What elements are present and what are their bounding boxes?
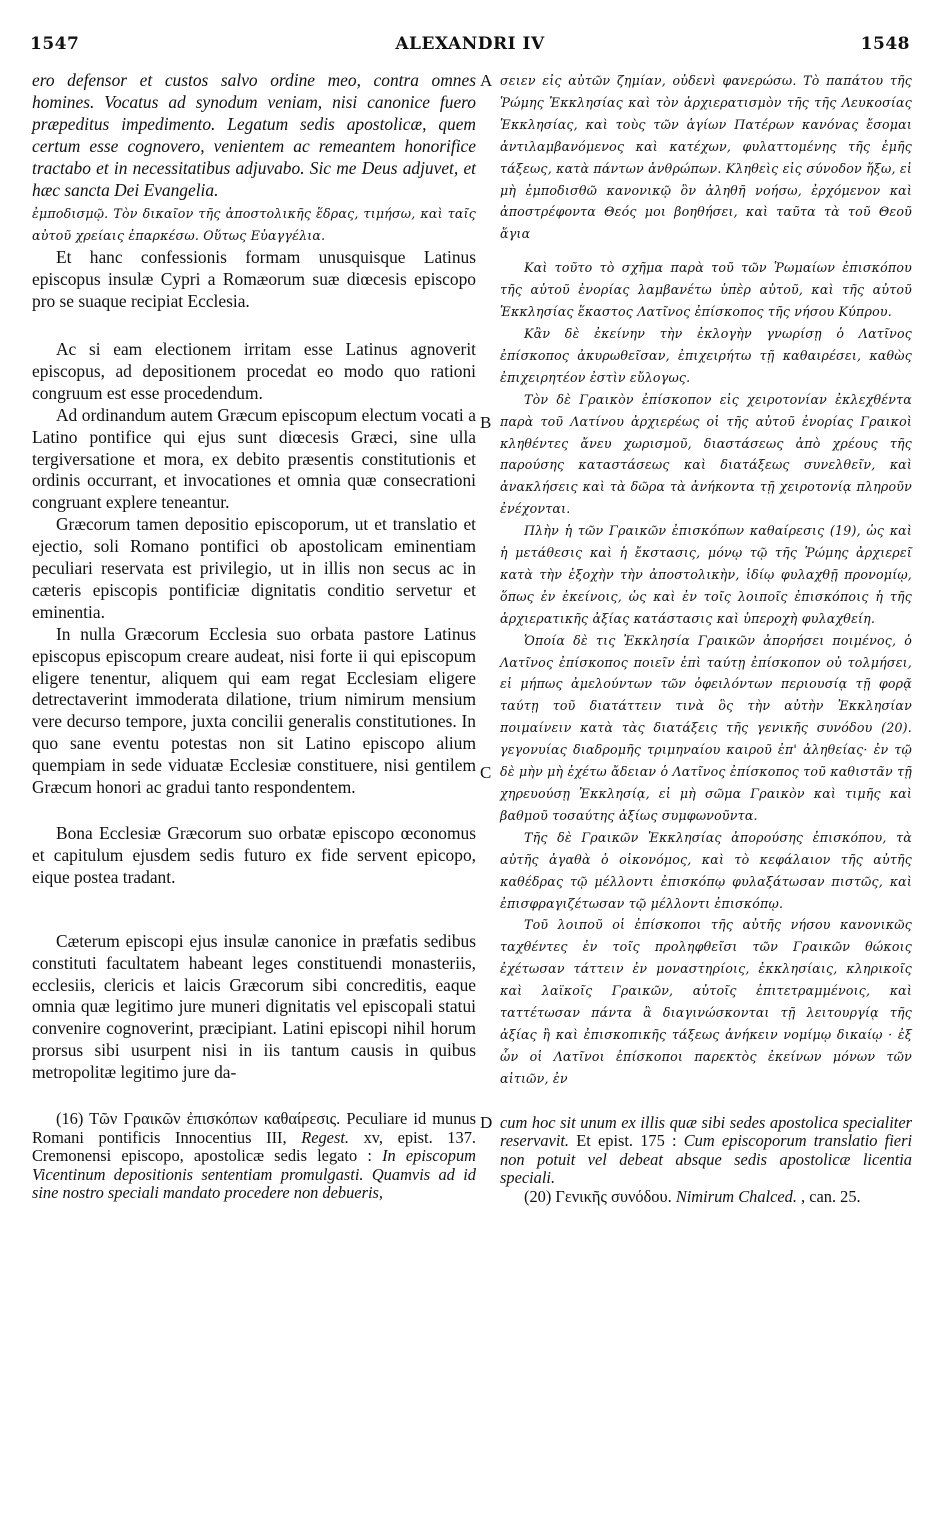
footnote-16-text-a: Peculiare id munus Romani pontificis Innocentius III, <box>32 1109 476 1147</box>
footnote-20-number: (20) <box>524 1186 556 1206</box>
greek-oath-fragment: ἐμποδισμῷ. Τὸν δικαῖον τῆς ἀποστολικῆς ἕδρας, τιμήσω, καὶ ταῖς αὐτοῦ χρείαις ἐπαρκέσω. Οὕτως Εὐαγγέλια. <box>32 206 476 244</box>
footnote-20-reference: Nimirum Chalced. <box>675 1186 797 1206</box>
footnote-16-regest: Regest. <box>301 1127 349 1147</box>
footnote-20-canon: , can. 25. <box>796 1186 861 1206</box>
latin-oath-text: ero defensor et custos salvo ordine meo, contra omnes homines. Vocatus ad synodum veniam, nisi canonice fuero præpeditus impedimento. Legatum sedis apostolicæ, quem certum esse cognovero, venientem ac remeantem honorifice tractabo et in necessitatibus adjuvabo. Sic me Deus adjuvet, et hæc sancta Dei Evangelia. <box>32 70 476 200</box>
footnote-16-number: (16) <box>56 1109 90 1129</box>
greek-paragraph-cheirotonia: Τὸν δὲ Γραικὸν ἐπίσκοπον εἰς χειροτονίαν ἐκλεχθέντα παρὰ τοῦ Λατίνου ἀρχιερέως οἱ τῆς αὐτοῦ ἐνορίας Γραικοὶ κληθέντες ἄνευ χωρισμοῦ, διαστάσεως ἀπὸ χρέους τῆς παρούσης καταστάσεως καὶ διατάξεως συνελθεῖν, καὶ ἀνακλήσεις καὶ τὰ δῶρα τὰ ἀνήκοντα τῇ χειροτονίᾳ πληροῦν ἐνέχονται. <box>500 391 912 517</box>
paragraph-facultas-leges: Cæterum episcopi ejus insulæ canonice in præfatis sedibus constituti facultatem habeant leges constituendi monasteriis, ecclesiis, clericis et laicis Græcorum sibi concreditis, eaque omnia quæ legitimo jure muneri dignitatis vel episcopali statui convenire cognoverint, præcipiant. Latini episcopi nihil horum prorsus sibi usurpent nisi in iis tantum causis in quibus metropolitæ legitimo jure da- <box>32 930 476 1083</box>
paragraph-ordinatio: Ad ordinandum autem Græcum episcopum electum vocati a Latino pontifice qui ejus sunt diœcesis Græci, sine ulla tergiversatione et mora, ex debito præsentis constitutionis et ordinis occurrant, et invocationes et omnia quæ consecrationi congruant explere teneantur. <box>32 404 476 513</box>
greek-paragraph-kathairesis: Πλὴν ἡ τῶν Γραικῶν ἐπισκόπων καθαίρεσις (19), ὡς καὶ ἡ μετάθεσις καὶ ἡ ἔκστασις, μόνῳ τῷ τῆς Ῥώμης ἀρχιερεῖ κατὰ τὴν ἐξοχὴν τὴν ἀποστολικὴν, ἰδίῳ φυλαχθῇ προνομίῳ, ὅπως ἐν ἐκείνοις, ὡς καὶ ἐν τοῖς λοιποῖς ἐπισκόποις ἡ τῆς ἀρχιερατικῆς ἀξίας κατάστασις καὶ ὑπεροχὴ φυλαχθείη. <box>500 523 912 626</box>
margin-letter-a: A <box>480 71 493 90</box>
running-header <box>26 34 914 60</box>
greek-paragraph-ekklesia-aporesei: Ὁποία δὲ τις Ἐκκλησία Γραικῶν ἀπορήσει ποιμένος, ὁ Λατῖνος ἐπίσκοπος ποιεῖν ἐπὶ ταύτῃ ἐπίσκοπον οὐ τολμήσει, εἰ μήπως ἀμελούντων τῶν ὀφειλόντων περιουσίᾳ τῇ φορᾷ ταύτῃ τοῦ διατάττειν τινὰ ὃς τὴν αὐτὴν Ἐκκλησίαν ποιμαίνειν κατὰ τὰς διατάξεις τῆς γενικῆς συνόδου (20). γεγονυίας διαδρομῆς τριμηναίου καιροῦ ἐπ' ἀληθείας· ἐν τῷ δὲ μὴν μὴ ἐχέτω ἄδειαν ὁ Λατῖνος ἐπίσκοπος τοῦ καθιστᾶν τῇ χηρευούσῃ Ἐκκλησίᾳ, εἰ μὴ σῶμα Γραικὸν καὶ τιμῆς καὶ βαθμοῦ τοσαύτης ἀξίως συμφωνοῦντα. <box>500 632 912 823</box>
footnote-16-continuation <box>500 1114 912 1188</box>
footnote-20 <box>500 1188 912 1207</box>
margin-letter-b: B <box>480 413 492 432</box>
footnote-16-text-c: xv, epist. 137. Cremonensi episcopo, apostolicæ sedis legato : <box>32 1127 476 1166</box>
paragraph-bona-ecclesiae: Bona Ecclesiæ Græcorum suo orbatæ episcopo œconomus et capitulum ejusdem sedis futuro ex fide servent epicopo, eique postea tradant. <box>32 823 476 887</box>
footnote-16 <box>32 1110 476 1203</box>
running-title: ALEXANDRI IV <box>395 34 545 54</box>
page-number-right: 1548 <box>860 34 910 54</box>
margin-letter-d: D <box>480 1113 493 1132</box>
paragraph-confession-form: Et hanc confessionis formam unusquisque Latinus episcopus insulæ Cypri a Romæorum suæ diœcesis episcopo pro se suaque recipiat Ecclesia. <box>32 247 476 312</box>
paragraph-electio-irrita: Ac si eam electionem irritam esse Latinus agnoverit episcopus, ad depositionem procedat eo modo quo rationi congruum est esse procedendum. <box>32 338 476 403</box>
greek-column <box>500 70 912 1206</box>
footnote-20-greek-lemma: Γενικῆς συνόδου. <box>555 1186 672 1206</box>
footnote-cont-text-b: Et epist. 175 : <box>569 1131 684 1151</box>
footnote-16-greek-lemma: Τῶν Γραικῶν ἐπισκόπων καθαίρεσις. <box>89 1109 341 1129</box>
paragraph-ecclesia-orbata: In nulla Græcorum Ecclesia suo orbata pastore Latinus episcopus episcopum creare audeat, nisi forte ii qui episcopum eligere tenentur, aliquem qui eam regat Ecclesiam eligere detrectaverint immoderata dilatione, trium nimirum mensium vere decurso tempore, juxta concilii generalis constitutiones. In quo sane eventu potestas non sit Latino episcopo alium quempiam in sede viduatæ Ecclesiæ constituere, nisi gentilem Græcum honori ac gradui tanto respondentem. <box>32 623 476 798</box>
footnote-16-quotation: In episcopum Vicentinum depositionis sententiam promulgasti. Quamvis ad id sine nostro speciali mandato procedere non debueris, <box>32 1146 476 1203</box>
margin-letter-c: C <box>480 763 492 782</box>
greek-paragraph-ekloge: Κἂν δὲ ἐκείνην τὴν ἐκλογὴν γνωρίσῃ ὁ Λατῖνος ἐπίσκοπος ἀκυρωθεῖσαν, ἐπιχειρήτω τῇ καθαιρέσει, καθὼς ἐπιχειρητέον ἐστὶν εὔλογως. <box>500 325 912 385</box>
paragraph-depositio: Græcorum tamen depositio episcoporum, ut et translatio et ejectio, soli Romano pontifici ob apostolicam eminentiam peculiari reservata est privilegio, ut in illis non secus ac in cæteris episcopis pontificiæ dignitatis conditio servetur et eminentia. <box>32 514 476 622</box>
footnote-cont-quotation-c: Cum episcoporum translatio fieri non potuit vel debeat absque sedis apostolicæ licentia speciali. <box>500 1131 912 1188</box>
page-number-left: 1547 <box>30 34 80 54</box>
greek-oath-text: σειεν εἰς αὐτῶν ζημίαν, οὐδενὶ φανερώσω. Τὸ παπάτου τῆς Ῥώμης Ἐκκλησίας καὶ τὸν ἀρχιερατισμὸν τῆς τῆς Λευκοσίας Ἐκκλησίας, καὶ τοὺς τῶν ἁγίων Πατέρων κανόνας ἔσομαι ἀντιλαμβανόμενος καὶ κατέχων, φυλαττομένης τῆς ἐμῆς τάξεως, κατὰ πάντων ἀνθρώπων. Κληθεὶς εἰς σύνοδον ἥξω, εἰ μὴ ἐμποδισθῶ κανονικῷ ὃν ἀληθῆ νοήσω, ἐρχόμενον καὶ ἀποστρέφοντα Θεός μοι βοηθήσει, καὶ ταῦτα τὰ τοῦ Θεοῦ ἅγια <box>500 73 912 242</box>
footnote-cont-quotation-a: cum hoc sit unum ex illis quæ sibi sedes apostolica specialiter reservavit. <box>500 1112 912 1151</box>
greek-paragraph-schema: Καὶ τοῦτο τὸ σχῆμα παρὰ τοῦ τῶν Ῥωμαίων ἐπισκόπου τῆς αὐτοῦ ἐνορίας λαμβανέτω ὑπὲρ αὐτοῦ, καὶ τῆς αὐτοῦ Ἐκκλησίας ἕκαστος Λατῖνος ἐπίσκοπος τῆς νήσου Κύπρου. <box>500 260 912 320</box>
greek-paragraph-agatha: Τῆς δὲ Γραικῶν Ἐκκλησίας ἀπορούσης ἐπισκόπου, τὰ αὐτῆς ἀγαθὰ ὁ οἰκονόμος, καὶ τὸ κεφάλαιον τῆς αὐτῆς καθέδρας τῷ μέλλοντι ἐπισκόπῳ φυλαξάτωσαν πιστῶς, καὶ ἐπισφραγιζέτωσαν τῷ μέλλοντι ἐπισκόπῳ. <box>500 829 912 911</box>
greek-paragraph-episkopoi: Τοῦ λοιποῦ οἱ ἐπίσκοποι τῆς αὐτῆς νήσου κανονικῶς ταχθέντες ἐν τοῖς προληφθεῖσι τῶν Γραικῶν θώκοις ἐχέτωσαν τάττειν ἐν μοναστηρίοις, ἐκκλησίαις, κληρικοῖς καὶ λαϊκοῖς Γραικῶν, αὐτοῖς ἐπιτετραμμένοις, καὶ ταττέτωσαν πάντα ἃ διαγινώσκονται τῇ λειτουργίᾳ τῆς ἀξίας ἢ καὶ ἐπισκοπικῆς τάξεως ἀνήκειν νομίμῳ δικαίῳ · ἐξ ὧν οἱ Λατῖνοι ἐπίσκοποι παρεκτὸς ἐκείνων μόνων τῶν αἰτιῶν, ἐν <box>500 917 912 1086</box>
latin-column <box>32 70 476 1203</box>
